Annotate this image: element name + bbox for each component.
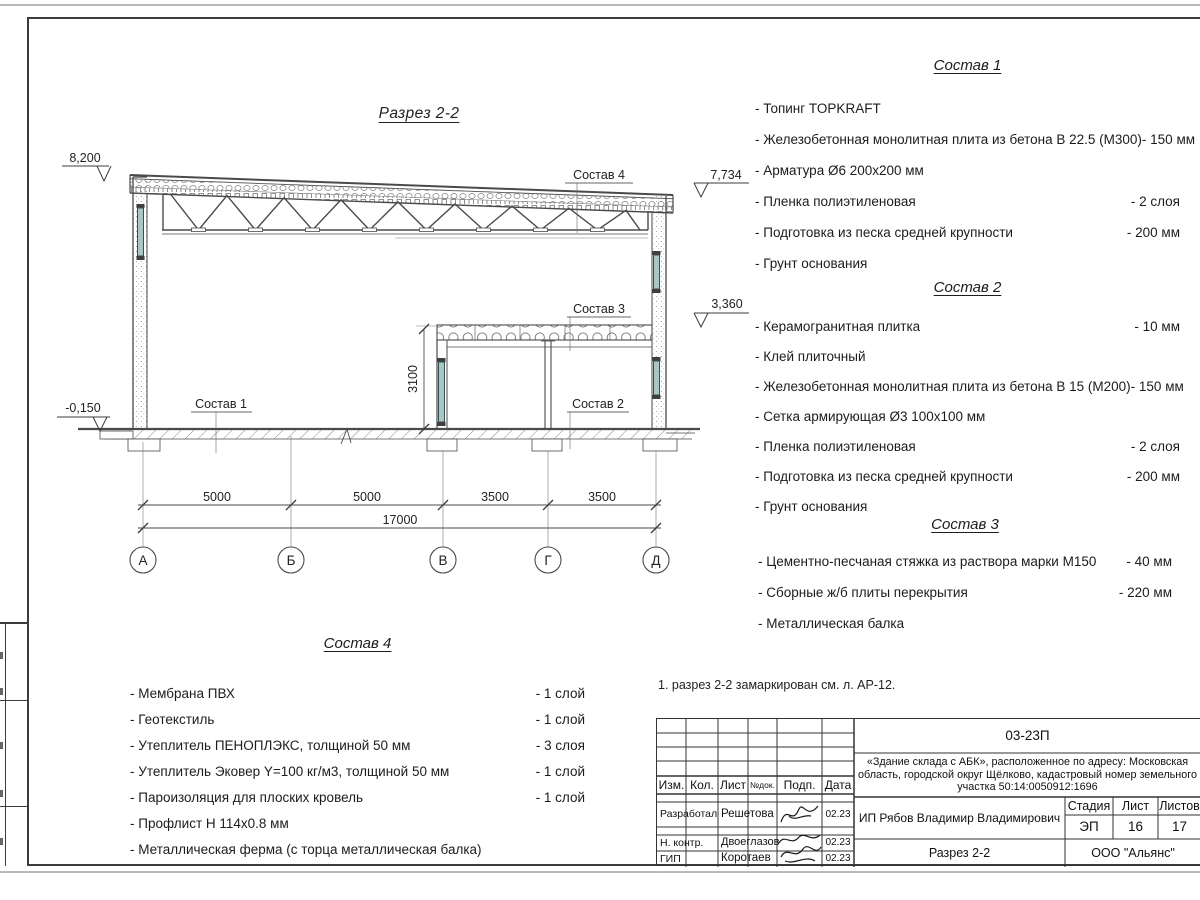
item-value: - 220 мм <box>1118 585 1172 600</box>
window-cap <box>653 357 661 361</box>
tb-date-ncontrol: 02.23 <box>825 837 851 848</box>
item-name: - Железобетонная монолитная плита из бетона В 22.5 (М300) <box>755 132 1142 147</box>
composition-item <box>758 585 1172 616</box>
composition-item <box>130 790 585 816</box>
item-name: - Цементно-песчаная стяжка из раствора марки М150 <box>758 554 1097 569</box>
item-name: - Подготовка из песка средней крупности <box>755 225 1013 240</box>
footing <box>427 439 457 451</box>
window-cap <box>438 358 446 362</box>
left-wall <box>133 177 147 430</box>
right-wall-window-upper <box>654 255 660 289</box>
tb-col-ndoc: №док. <box>750 779 775 790</box>
item-value: - 40 мм <box>1126 554 1172 569</box>
composition-list-3 <box>758 516 1172 647</box>
item-name: - Арматура Ø6 200х200 мм <box>755 163 924 178</box>
composition-item <box>755 163 1180 194</box>
mezzanine-glazing <box>439 362 445 422</box>
elevation-mark-3360 <box>694 313 749 327</box>
grid-axis-label: Д <box>651 553 661 568</box>
dim-text-total: 17000 <box>382 513 418 527</box>
item-name: - Металлическая ферма (с торца металлическая балка) <box>130 842 482 857</box>
item-name: - Грунт основания <box>755 256 868 271</box>
side-stamp-line <box>0 700 28 701</box>
composition-item <box>755 101 1180 132</box>
item-value: - 1 слой <box>535 686 585 701</box>
item-name: - Пленка полиэтиленовая <box>755 439 916 454</box>
composition-item <box>130 764 585 790</box>
item-name: - Сетка армирующая Ø3 100х100 мм <box>755 409 986 424</box>
mezzanine-slab <box>437 325 652 340</box>
composition-item <box>758 554 1172 585</box>
item-name: - Подготовка из песка средней крупности <box>755 469 1013 484</box>
item-value: - 1 слой <box>535 712 585 727</box>
elevation-mark-7734 <box>694 183 749 197</box>
side-stamp-line <box>5 622 6 866</box>
dim-text: 5000 <box>353 490 381 504</box>
composition-leaders <box>191 183 633 453</box>
composition-list-title: Состав 1 <box>933 57 1002 74</box>
window-cap <box>137 204 145 208</box>
composition-item <box>755 319 1180 349</box>
tb-name-developer: Решетова <box>721 807 774 820</box>
drawing-note: 1. разрез 2-2 замаркирован см. л. АР-12. <box>658 678 896 692</box>
composition-item <box>755 469 1180 499</box>
tb-name-ncontrol: Двоеглазов <box>721 836 780 849</box>
composition-item <box>758 616 1172 647</box>
side-stamp-text-stub <box>0 790 3 797</box>
item-name: - Утеплитель Эковер Y=100 кг/м3, толщиной 50 мм <box>130 764 450 779</box>
grid-axis-label: Г <box>544 553 552 568</box>
leader-text-sostav-3: Состав 3 <box>573 302 625 316</box>
dim-text: 3500 <box>588 490 616 504</box>
composition-item <box>130 738 585 764</box>
composition-item <box>755 439 1180 469</box>
elevation-mark-8200 <box>62 166 111 181</box>
composition-list-title: Состав 2 <box>933 279 1002 296</box>
tb-role-ncontrol: Н. контр. <box>660 836 704 849</box>
composition-list-title: Состав 3 <box>931 516 999 533</box>
composition-item <box>130 842 585 868</box>
signature-developer <box>777 800 822 828</box>
tb-stage-label: Стадия <box>1067 798 1111 813</box>
item-value: - 200 мм <box>1126 225 1180 240</box>
composition-item <box>130 712 585 738</box>
tb-col-izm: Изм. <box>658 777 685 792</box>
footing <box>643 439 677 451</box>
window-cap <box>653 251 661 255</box>
leader-text-sostav-1: Состав 1 <box>195 397 247 411</box>
composition-list-2 <box>755 279 1184 529</box>
tb-project-description: «Здание склада с АБК», расположенное по адресу: Московская область, городской округ Щёлково, кадастровый номер земельного участка 50:14:0050912:1696 <box>858 755 1197 794</box>
composition-item <box>755 349 1180 379</box>
tb-role-gip: ГИП <box>660 852 681 865</box>
item-name: - Сборные ж/б плиты перекрытия <box>758 585 968 600</box>
leader-text-sostav-4: Состав 4 <box>573 168 625 182</box>
item-name: - Грунт основания <box>755 499 868 514</box>
tb-sheet-label: Лист <box>1121 798 1150 813</box>
tb-sheet-number: 16 <box>1127 818 1144 834</box>
dim-text-height: 3100 <box>406 365 420 393</box>
grid-axis-label: В <box>438 553 448 568</box>
item-value: - 10 мм <box>1134 319 1180 334</box>
composition-item <box>755 194 1180 225</box>
dim-text: 3500 <box>481 490 509 504</box>
grid-axis-label: А <box>138 553 148 568</box>
footing <box>532 439 562 451</box>
tb-date-gip: 02.23 <box>825 853 851 864</box>
composition-item <box>755 409 1180 439</box>
tb-col-kol: Кол. <box>690 777 714 792</box>
tb-col-data: Дата <box>824 777 852 792</box>
tb-doc-code: 03-23П <box>1005 727 1050 743</box>
mezzanine <box>437 325 652 430</box>
tb-sheet-title: Разрез 2-2 <box>928 845 991 860</box>
item-value: - 1 слой <box>535 764 585 779</box>
composition-item <box>130 816 585 842</box>
elevation-text: 3,360 <box>711 297 743 311</box>
item-name: - Клей плиточный <box>755 349 866 364</box>
title-block <box>656 718 1200 866</box>
composition-list-4 <box>130 635 585 868</box>
item-name: - Пароизоляция для плоских кровель <box>130 790 364 805</box>
elevation-text: 7,734 <box>710 168 742 182</box>
floor-slab <box>78 429 700 451</box>
item-name: - Геотекстиль <box>130 712 215 727</box>
tb-sheets-total: 17 <box>1171 818 1188 834</box>
tb-col-podp: Подп. <box>783 777 816 792</box>
window-cap <box>438 422 446 426</box>
item-value: - 150 мм <box>1130 379 1184 394</box>
tb-date-developer: 02.23 <box>825 808 851 820</box>
composition-item <box>130 686 585 712</box>
tb-name-gip: Коротаев <box>721 852 771 865</box>
item-name: - Утеплитель ПЕНОПЛЭКС, толщиной 50 мм <box>130 738 411 753</box>
item-value: - 3 слоя <box>535 738 585 753</box>
item-name: - Мембрана ПВХ <box>130 686 235 701</box>
dim-text: 5000 <box>203 490 231 504</box>
composition-item <box>755 379 1184 409</box>
section-drawing <box>0 0 760 640</box>
composition-list-1 <box>755 57 1196 287</box>
leader-text-sostav-2: Состав 2 <box>572 397 624 411</box>
left-footing-step <box>100 431 133 439</box>
item-value: - 2 слоя <box>1130 194 1180 209</box>
composition-list-title: Состав 4 <box>323 635 392 652</box>
item-name: - Топинг TOPKRAFT <box>755 101 881 116</box>
side-stamp-line <box>0 806 28 807</box>
item-value: - 150 мм <box>1141 132 1196 147</box>
window-cap <box>653 395 661 399</box>
item-value: - 200 мм <box>1126 469 1180 484</box>
item-name: - Пленка полиэтиленовая <box>755 194 916 209</box>
sheet-edge-bottom <box>0 871 1200 873</box>
footing <box>128 439 160 451</box>
elevation-text: 8,200 <box>69 151 101 165</box>
signature-ncontrol-gip <box>775 831 823 865</box>
right-wall <box>652 196 666 430</box>
tb-sheets-label: Листов <box>1159 798 1200 813</box>
right-wall-window-lower <box>654 361 660 395</box>
window-cap <box>137 256 145 260</box>
item-name: - Профлист Н 114х0.8 мм <box>130 816 289 831</box>
tb-company: ООО "Альянс" <box>1091 845 1175 860</box>
item-value: - 2 слоя <box>1130 439 1180 454</box>
side-stamp-text-stub <box>0 838 3 845</box>
left-wall-window <box>138 208 144 256</box>
tb-client: ИП Рябов Владимир Владимирович <box>858 810 1061 825</box>
composition-item <box>755 225 1180 256</box>
item-name: - Железобетонная монолитная плита из бетона В 15 (М200) <box>755 379 1131 394</box>
tb-col-list: Лист <box>719 777 747 792</box>
item-value: - 1 слой <box>535 790 585 805</box>
side-stamp-text-stub <box>0 742 3 749</box>
composition-item <box>755 132 1196 163</box>
tb-stage-value: ЭП <box>1079 818 1099 834</box>
tb-role-developer: Разработал <box>660 808 718 821</box>
section-view-title: Разрез 2-2 <box>378 105 460 122</box>
elevation-text: -0,150 <box>65 401 101 415</box>
grid-bubbles <box>130 547 669 573</box>
item-name: - Керамогранитная плитка <box>755 319 921 334</box>
grid-axis-label: Б <box>286 553 296 568</box>
side-stamp-text-stub <box>0 652 3 659</box>
window-cap <box>653 289 661 293</box>
item-name: - Металлическая балка <box>758 616 905 631</box>
side-stamp-text-stub <box>0 688 3 695</box>
